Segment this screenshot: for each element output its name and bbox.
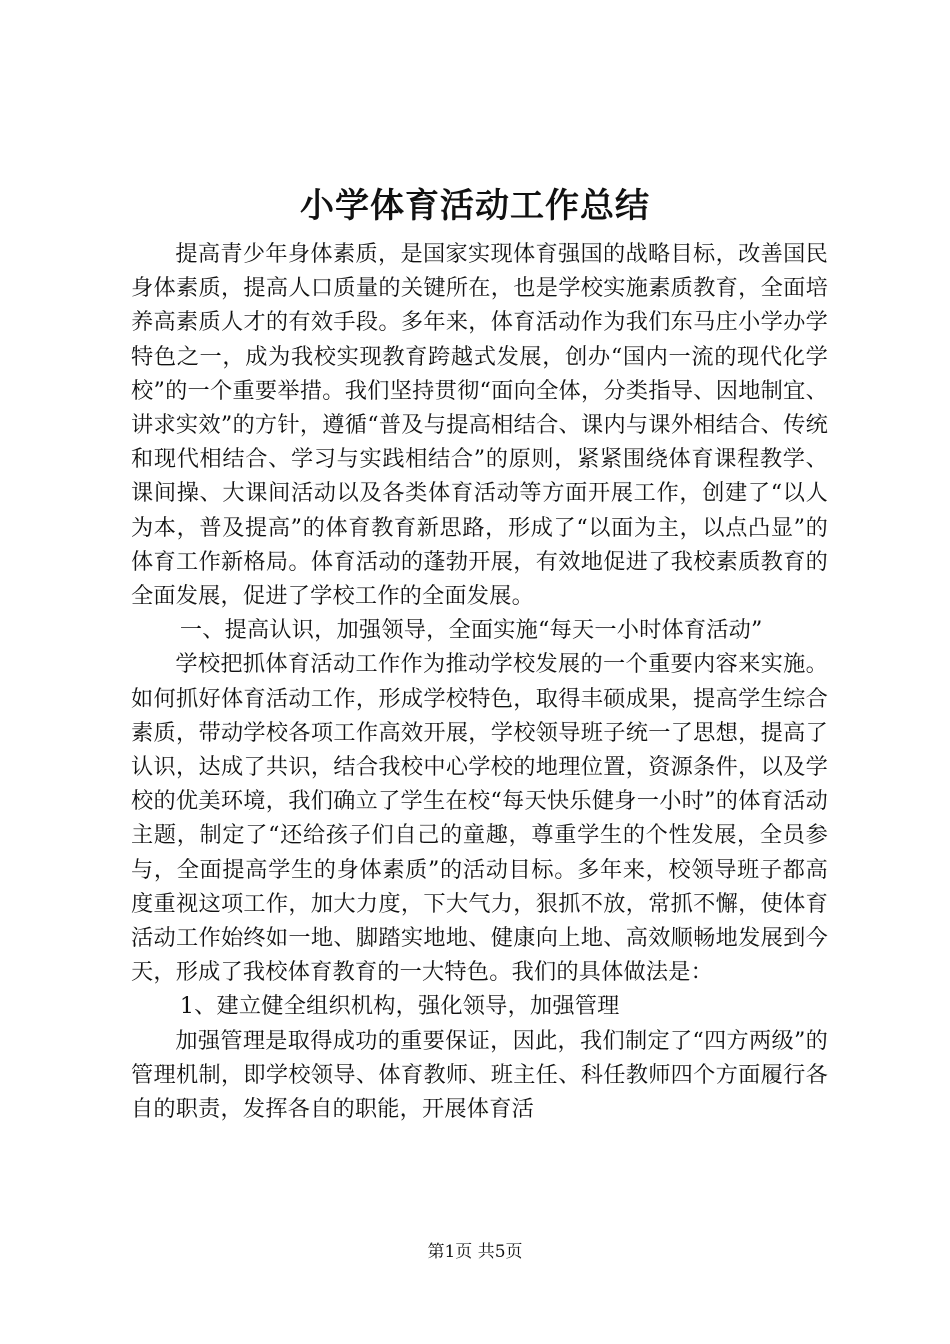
section-heading-1: 一、提高认识，加强领导，全面实施“每天一小时体育活动” — [179, 617, 763, 644]
paragraph-section-1: 学校把抓体育活动工作作为推动学校发展的一个重要内容来实施。如何抓好体育活动工作，形成学校特色，取得丰硕成果，提高学生综合素质，带动学校各项工作高效开展，学校领导班子统一了思想，提高了认识，达成了共识，结合我校中心学校的地理位置，资源条件，以及学校的优美环境，我们确立了学生在校“每天快乐健身一小时”的体育活动主题，制定了“还给孩子们自己的童趣，尊重学生的个性发展，全员参与，全面提高学生的身体素质”的活动目标。多年来，校领导班子都高度重视这项工作，加大力度，下大气力，狠抓不放，常抓不懈，使体育活动工作始终如一地、脚踏实地地、健康向上地、高效顺畅地发展到今天，形成了我校体育教育的一大特色。我们的具体做法是： — [131, 651, 828, 986]
paragraph-subsection-1: 加强管理是取得成功的重要保证，因此，我们制定了“四方两级”的管理机制，即学校领导、体育教师、班主任、科任教师四个方面履行各自的职责，发挥各自的职能，开展体育活 — [131, 1027, 828, 1123]
page-footer: 第1页 共5页 — [427, 1242, 523, 1262]
subsection-heading-1: 1、建立健全组织机构，强化领导，加强管理 — [179, 993, 620, 1020]
document-body — [131, 237, 828, 1126]
paragraph-intro: 提高青少年身体素质，是国家实现体育强国的战略目标，改善国民身体素质，提高人口质量的关键所在，也是学校实施素质教育，全面培养高素质人才的有效手段。多年来，体育活动作为我们东马庄小学办学特色之一，成为我校实现教育跨越式发展，创办“国内一流的现代化学校”的一个重要举措。我们坚持贯彻“面向全体，分类指导、因地制宜、讲求实效”的方针，遵循“普及与提高相结合、课内与课外相结合、传统和现代相结合、学习与实践相结合”的原则，紧紧围绕体育课程教学、课间操、大课间活动以及各类体育活动等方面开展工作，创建了“以人为本，普及提高”的体育教育新思路，形成了“以面为主，以点凸显”的体育工作新格局。体育活动的蓬勃开展，有效地促进了我校素质教育的全面发展，促进了学校工作的全面发展。 — [131, 241, 828, 610]
document-title: 小学体育活动工作总结 — [300, 186, 650, 226]
